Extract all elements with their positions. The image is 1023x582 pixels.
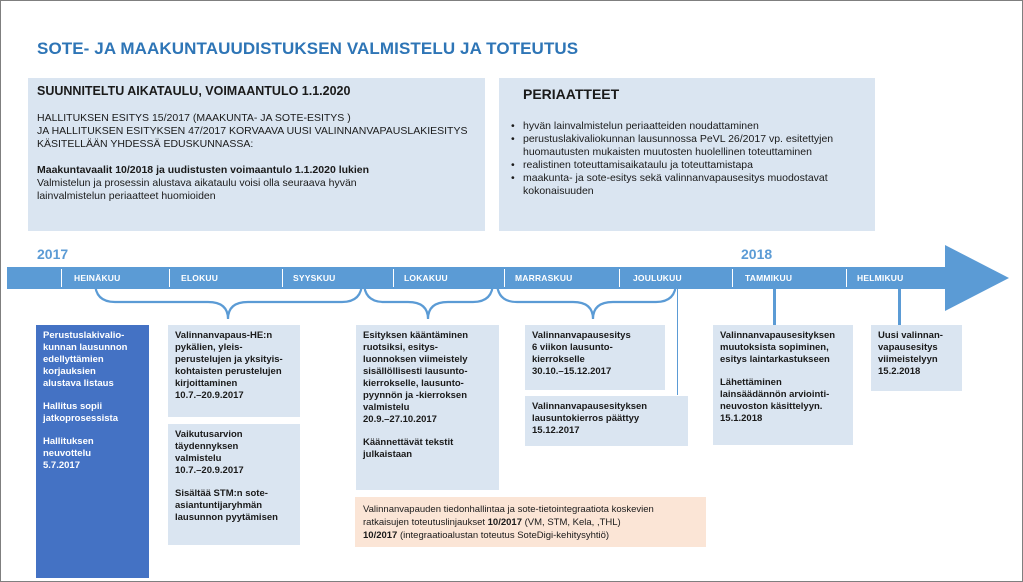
aug-sep-text: Valinnanvapaus-HE:n pykälien, yleis- perustelujen ja yksityis- kohtaisten perustelujen kirjoittaminen 10.7.–20.9.2017	[175, 330, 283, 401]
month-label: LOKAKUU	[404, 273, 448, 283]
oct-text: Käännettävät tekstit julkaistaan	[363, 437, 454, 460]
connector-dec	[677, 289, 678, 395]
principle-item: • maakunta- ja sote-esitys sekä valinnanvapausesitys muodostavat kokonaisuuden	[509, 172, 869, 198]
july-text: Hallitus sopii jatkoprosessista	[43, 401, 118, 424]
brace-oct	[364, 282, 493, 319]
jan-text: Lähettäminen lainsäädännön arviointi- neuvoston käsittelyyn. 15.1.2018	[720, 377, 830, 424]
integration-line: Valinnanvapauden tiedonhallintaa ja sote-tietointegraatiota koskevien	[363, 504, 654, 515]
schedule-line: Valmistelun ja prosessin alustava aikataulu voisi olla seuraava hyvän	[37, 177, 357, 189]
nov-text: Valinnanvapausesityksen lausuntokierros päättyy 15.12.2017	[532, 401, 648, 436]
schedule-line: JA HALLITUKSEN ESITYKSEN 47/2017 KORVAAVA UUSI VALINNANVAPAUSLAKIESITYS	[37, 125, 468, 137]
nov-box-2	[525, 396, 688, 446]
page-title: SOTE- JA MAAKUNTAUUDISTUKSEN VALMISTELU JA TOTEUTUS	[37, 39, 579, 58]
timeline-braces	[1, 1, 1023, 582]
brace-aug-sep	[95, 282, 362, 319]
aug-sep-text: Vaikutusarvion täydennyksen valmistelu 10.7.–20.9.2017	[175, 429, 244, 476]
aug-sep-box-2	[168, 424, 300, 545]
connector-jan	[773, 289, 776, 325]
schedule-line: lainvalmistelun periaatteet huomioiden	[37, 190, 216, 202]
principles-heading: PERIAATTEET	[523, 86, 620, 102]
aug-sep-box-1	[168, 325, 300, 417]
principle-item: • realistinen toteuttamisaikataulu ja toteuttamistapa	[509, 159, 869, 172]
nov-text: Valinnanvapausesitys 6 viikon lausunto- kierrokselle 30.10.–15.12.2017	[532, 330, 631, 377]
year-2018-label: 2018	[741, 246, 773, 262]
month-label: ELOKUU	[181, 273, 219, 283]
month-label: JOULUKUU	[633, 273, 682, 283]
oct-box	[356, 325, 499, 490]
month-label: HELMIKUU	[857, 273, 904, 283]
jan-box	[713, 325, 853, 445]
schedule-line-bold: Maakuntavaalit 10/2018 ja uudistusten voimaantulo 1.1.2020 lukien	[37, 164, 370, 176]
july-text: Perustuslakivalio- kunnan lausunnon edellyttämien korjauksien alustava listaus	[43, 330, 128, 389]
connector-feb	[898, 289, 901, 325]
integration-line: ratkaisujen toteutuslinjaukset 10/2017 (VM, STM, Kela, ,THL)	[363, 517, 621, 528]
brace-nov	[497, 282, 676, 319]
aug-sep-text: Sisältää STM:n sote- asiantuntijaryhmän lausunnon pyytämisen	[175, 488, 278, 523]
year-2017-label: 2017	[37, 246, 69, 262]
month-label: SYYSKUU	[293, 273, 336, 283]
month-label: HEINÄKUU	[74, 273, 121, 283]
schedule-line: KÄSITELLÄÄN YHDESSÄ EDUSKUNNASSA:	[37, 138, 254, 150]
integration-box	[355, 497, 706, 547]
feb-text: Uusi valinnan- vapausesitys viimeistelyyn 15.2.2018	[878, 330, 943, 377]
schedule-heading: SUUNNITELTU AIKATAULU, VOIMAANTULO 1.1.2020	[37, 84, 351, 98]
july-box	[36, 325, 149, 578]
feb-box	[871, 325, 962, 391]
month-label: TAMMIKUU	[745, 273, 793, 283]
integration-line: 10/2017 (integraatioalustan toteutus SoteDigi-kehitysyhtiö)	[363, 530, 610, 541]
schedule-line: HALLITUKSEN ESITYS 15/2017 (MAAKUNTA- JA SOTE-ESITYS )	[37, 112, 351, 124]
month-label: MARRASKUU	[515, 273, 573, 283]
principle-item: • perustuslakivaliokunnan lausunnossa PeVL 26/2017 vp. esitettyjen huomautusten mukaisten muutosten huolellinen toteuttaminen	[509, 133, 869, 159]
oct-text: Esityksen kääntäminen ruotsiksi, esitys- luonnoksen viimeistely sisällöllisesti lausunto- kierrokselle, lausunto- pyynnön ja -kierroksen valmistelu 20.9.–27.10.2017	[363, 330, 469, 425]
july-text: Hallituksen neuvottelu 5.7.2017	[43, 436, 94, 471]
principle-item: • hyvän lainvalmistelun periaatteiden noudattaminen	[509, 120, 869, 133]
jan-text: Valinnanvapausesityksen muutoksista sopiminen, esitys laintarkastukseen	[720, 330, 836, 365]
nov-box-1	[525, 325, 665, 390]
